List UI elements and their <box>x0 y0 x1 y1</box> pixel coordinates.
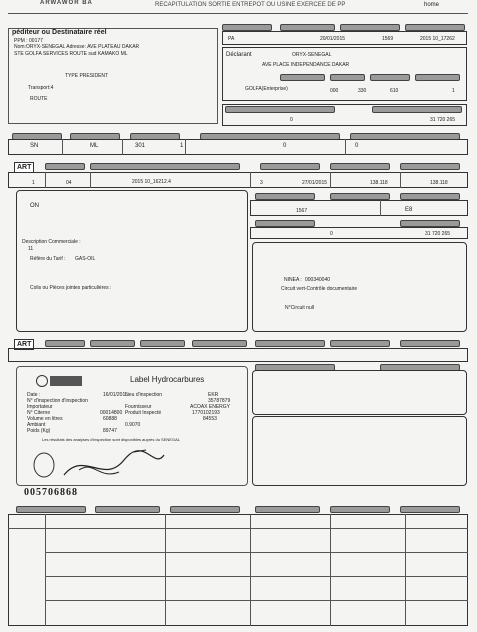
label-row-key: Ambiant <box>27 422 46 428</box>
header-bar <box>400 220 460 227</box>
brand-text: ARWAWOR BA <box>40 0 93 6</box>
header-bar <box>260 163 320 170</box>
right-d: 31 720 265 <box>425 231 451 237</box>
declarant-c3: 610 <box>390 88 399 94</box>
declarant-label: Déclarant <box>226 52 252 58</box>
right-lower-box <box>252 370 467 415</box>
header-bar <box>400 193 460 200</box>
header-bar <box>16 506 86 513</box>
bottom-rule <box>8 528 468 529</box>
header-bar <box>330 506 390 513</box>
header-bar <box>330 340 390 347</box>
label-row-key2: Lieu d'inspection <box>125 392 163 398</box>
top-code: PA <box>228 36 235 42</box>
transport-text: Transport:4 <box>28 85 54 91</box>
right-lower-box <box>252 416 467 486</box>
ref-label: Réfère du Tarif : <box>30 256 66 262</box>
desc-label: Description Commerciale : <box>22 239 81 245</box>
label-row-value: 00014800 <box>100 410 123 416</box>
label-row-key: Date : <box>27 392 41 398</box>
header-bar <box>45 340 85 347</box>
label-row-value: 16/01/2015 <box>103 392 129 398</box>
header-bar <box>255 340 325 347</box>
circuit-text: Circuit vert-Contrôle documentaire <box>281 286 358 292</box>
top-num: 1569 <box>382 36 394 42</box>
declarant-c2: 330 <box>358 88 367 94</box>
header-bar <box>400 163 460 170</box>
bottom-rule <box>45 552 468 553</box>
bottom-divider <box>330 514 331 626</box>
header-bar <box>330 74 365 81</box>
label-row-value2: ACOAX ENERGY <box>190 404 231 410</box>
document-title: RECAPITULATION SORTIE ENTREPOT OU USINE EXERCEE DE PP <box>155 2 346 8</box>
stamp-number: 005706868 <box>24 487 78 498</box>
row2-divider <box>345 139 346 155</box>
art1-divider <box>45 172 46 188</box>
header-bar <box>222 24 272 31</box>
circuit-number: N°Circuit null <box>285 305 314 311</box>
top-date: 20/01/2015 <box>320 36 346 42</box>
art1-date: 27/01/2015 <box>302 180 328 186</box>
colis-label: Colis ou Pièces jointes particulières : <box>30 285 112 291</box>
route-text: ROUTE <box>30 96 48 102</box>
header-bar <box>90 340 135 347</box>
label-row-key: Importateur <box>27 404 53 410</box>
row2-f: 0 <box>355 143 359 149</box>
header-bar <box>170 506 240 513</box>
header-bar <box>405 24 465 31</box>
bottom-divider <box>45 514 46 626</box>
top-ref: 2015 10_17262 <box>420 36 455 42</box>
label-row-key: Poids (Kg) <box>27 428 51 434</box>
header-bar <box>330 193 390 200</box>
row2-b: ML <box>90 143 99 149</box>
header-bar <box>255 506 320 513</box>
bottom-divider <box>405 514 406 626</box>
header-bar <box>340 24 400 31</box>
declarant-address: AVE PLACE INDEPENDANCE DAKAR <box>262 62 350 68</box>
label-footer: Les résultats des analyses d'inspection sont disponibles auprès du SENEGAL <box>42 437 180 442</box>
row2-a: SN <box>30 143 39 149</box>
art1-n: 1 <box>32 180 35 186</box>
header-rule <box>8 13 468 14</box>
label-row-value2: 35787879 <box>208 398 231 404</box>
header-bar <box>45 163 85 170</box>
logo-mark <box>36 375 48 387</box>
label-row-value2: EKR <box>208 392 219 398</box>
on-label: ON <box>30 203 39 209</box>
bottom-table <box>8 514 468 626</box>
signature-graphic <box>24 440 174 490</box>
right-divider <box>380 200 381 216</box>
bottom-rule <box>45 600 468 601</box>
art1-row <box>8 172 468 188</box>
row2-box <box>8 139 468 155</box>
label-row-key2: Produit Inspecté <box>125 410 162 416</box>
ninea-label: NINEA : <box>284 277 302 283</box>
header-bar <box>415 74 460 81</box>
expediteur-name: Nom:ORYX-SENEGAL Adresse: AVE PLATEAU DAKAR <box>14 44 140 50</box>
label-row-value: 89747 <box>103 428 117 434</box>
art1-divider <box>250 172 251 188</box>
expediteur-heading: péditeur ou Destinataire réel <box>12 29 107 36</box>
art1-v1: 138.118 <box>370 180 388 186</box>
row2-d: 1 <box>180 143 184 149</box>
declarant-golfa: GOLFA(Enterprise) <box>245 86 288 92</box>
label-row-value: 60888 <box>103 416 117 422</box>
desc-value: 11 <box>28 246 34 252</box>
label-row-key: N° d'inspection d'inspection <box>27 398 88 404</box>
right-b: E8 <box>405 207 413 213</box>
ref-value: GAS-OIL <box>75 256 96 262</box>
declarant-total: 31 720 265 <box>430 117 456 123</box>
bottom-divider <box>165 514 166 626</box>
label-row-value2: 84553 <box>203 416 217 422</box>
header-bar <box>372 106 462 113</box>
row2-divider <box>62 139 63 155</box>
declarant-zero: 0 <box>290 117 293 123</box>
header-bar <box>370 74 410 81</box>
declarant-c1: 000 <box>330 88 339 94</box>
bottom-divider <box>250 514 251 626</box>
right-c: 0 <box>330 231 333 237</box>
right-a: 1567 <box>296 208 308 214</box>
row2-c: 301 <box>135 143 146 149</box>
art1-code: 04 <box>66 180 72 186</box>
header-bar <box>280 74 325 81</box>
header-bar <box>280 24 335 31</box>
expediteur-type: TYPE PRESIDENT <box>65 73 109 79</box>
art1-ref: 2015 10_16212.4 <box>132 179 171 185</box>
right-row-a <box>250 200 468 216</box>
art2-label: ART <box>14 339 34 350</box>
declarant-c4: 1 <box>452 88 455 94</box>
header-bar <box>400 340 460 347</box>
label-row-key: N° Citerne <box>27 410 51 416</box>
corner-text: home <box>424 2 440 8</box>
header-bar <box>400 506 460 513</box>
row2-e: 0 <box>283 143 287 149</box>
row2-divider <box>185 139 186 155</box>
header-bar <box>330 163 390 170</box>
art1-divider <box>90 172 91 188</box>
label-temp: 0.9070 <box>125 422 141 428</box>
art1-divider <box>330 172 331 188</box>
label-logo <box>50 376 82 386</box>
art1-v2: 138.118 <box>430 180 448 186</box>
label-row-key2: Fournisseur <box>125 404 152 410</box>
row2-divider <box>122 139 123 155</box>
header-bar <box>95 506 160 513</box>
art1-qty: 3 <box>260 180 263 186</box>
header-bar <box>225 106 335 113</box>
declarant-name: ORYX-SENEGAL <box>292 52 332 58</box>
header-bar <box>192 340 247 347</box>
header-bar <box>90 163 240 170</box>
header-bar <box>255 193 315 200</box>
bottom-rule <box>45 576 468 577</box>
art2-row <box>8 348 468 362</box>
ppm-text: PPM : 00177 <box>14 38 43 44</box>
label-title: Label Hydrocarbures <box>130 375 205 384</box>
ninea-value: 000340040 <box>305 277 331 283</box>
header-bar <box>255 220 315 227</box>
expediteur-site: STE GOLFA SERVICES ROUTE sud KAMAKO ML <box>14 51 128 57</box>
art1-label: ART <box>14 162 34 173</box>
header-bar <box>140 340 185 347</box>
label-row-key: Volume en litres <box>27 416 63 422</box>
art1-divider <box>400 172 401 188</box>
label-row-value2: 1770102193 <box>192 410 220 416</box>
